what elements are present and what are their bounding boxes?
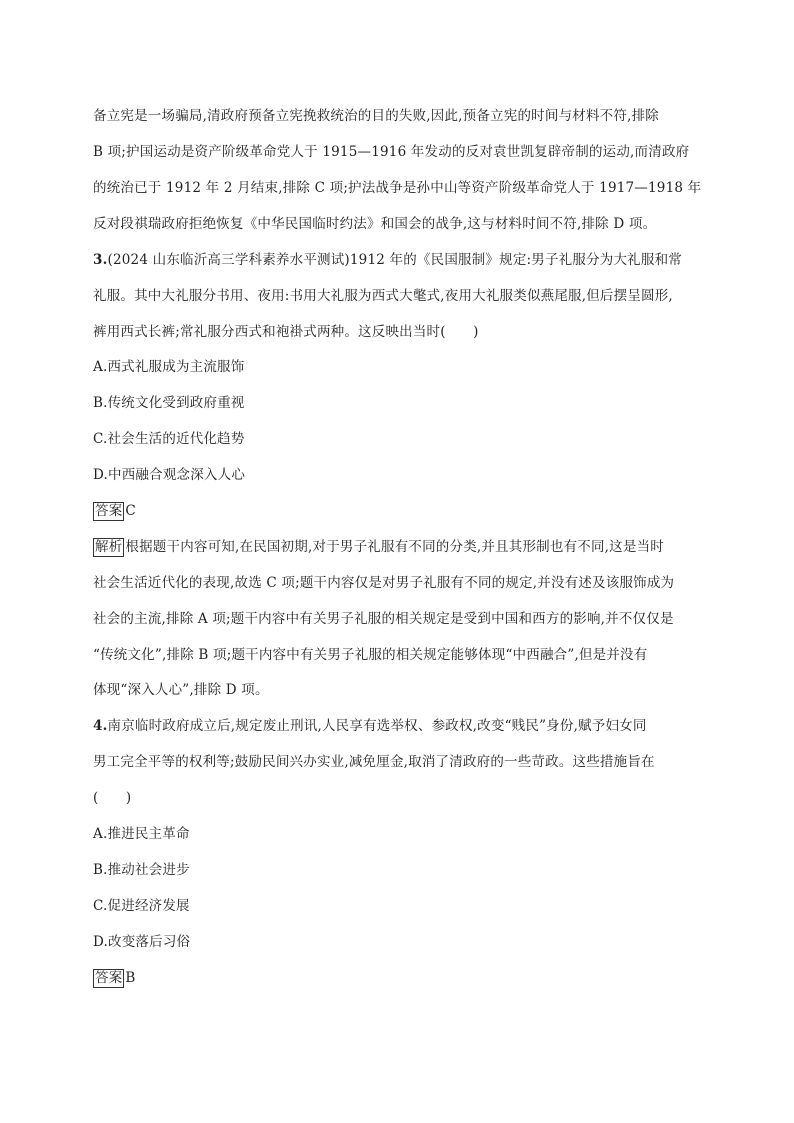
answer-label: 答案 <box>95 503 123 519</box>
analysis-carryover-line-1: 备立宪是一场骗局,清政府预备立宪挽救统治的目的失败,因此,预备立宪的时间与材料不符,排除 <box>93 108 659 124</box>
question-3-analysis-line-2: 社会生活近代化的表现,故选 C 项;题干内容仅是对男子礼服有不同的规定,并没有述及该服饰成为 <box>93 575 675 591</box>
question-3-stem-line-1 <box>93 250 682 270</box>
question-4-answer <box>93 968 136 988</box>
question-3-answer <box>93 501 136 521</box>
question-text: 南京临时政府成立后,规定废止刑讯,人民享有选举权、参政权,改变“贱民”身份,赋予妇女同 <box>107 718 647 734</box>
answer-value: B <box>125 970 136 986</box>
question-4-stem-line-3: ( ) <box>93 790 132 806</box>
question-4-stem-line-2: 男工完全平等的权利等;鼓励民间兴办实业,减免厘金,取消了清政府的一些苛政。这些措施旨在 <box>93 754 655 770</box>
question-4-option-a: A.推进民主革命 <box>93 826 190 842</box>
question-3-option-b: B.传统文化受到政府重视 <box>93 395 245 411</box>
question-3-option-d: D.中西融合观念深入人心 <box>93 467 246 483</box>
answer-value: C <box>125 503 136 519</box>
question-3-analysis-line-4: “传统文化”,排除 B 项;题干内容中有关男子礼服的相关规定能够体现“中西融合”,但是并没有 <box>93 647 648 663</box>
question-3-stem-line-2: 礼服。其中大礼服分书用、夜用:书用大礼服为西式大氅式,夜用大礼服类似燕尾服,但后摆呈圆形, <box>93 288 673 304</box>
question-3-option-a: A.西式礼服成为主流服饰 <box>93 359 245 375</box>
question-3-analysis-line-3: 社会的主流,排除 A 项;题干内容中有关男子礼服的相关规定是受到中国和西方的影响,并不仅仅是 <box>93 611 674 627</box>
analysis-label: 解析 <box>95 539 123 555</box>
question-3-analysis-line-5: 体现“深入人心”,排除 D 项。 <box>93 682 269 698</box>
question-number: 4. <box>93 718 108 734</box>
answer-label: 答案 <box>95 970 123 986</box>
question-3-option-c: C.社会生活的近代化趋势 <box>93 431 245 447</box>
question-number: 3. <box>93 252 108 268</box>
analysis-carryover-line-2: B 项;护国运动是资产阶级革命党人于 1915—1916 年发动的反对袁世凯复辟帝制的运动,而清政府 <box>93 144 690 160</box>
question-4-stem-line-1 <box>93 716 647 736</box>
analysis-text: 根据题干内容可知,在民国初期,对于男子礼服有不同的分类,并且其形制也有不同,这是当时 <box>125 539 664 555</box>
question-4-option-b: B.推动社会进步 <box>93 862 190 878</box>
analysis-carryover-line-3: 的统治已于 1912 年 2 月结束,排除 C 项;护法战争是孙中山等资产阶级革命党人于 1917—1918 年 <box>93 180 702 196</box>
question-text: (2024 山东临沂高三学科素养水平测试)1912 年的《民国服制》规定:男子礼服分为大礼服和常 <box>107 252 682 268</box>
analysis-carryover-line-4: 反对段祺瑞政府拒绝恢复《中华民国临时约法》和国会的战争,这与材料时间不符,排除 D 项。 <box>93 216 657 232</box>
question-4-option-c: C.促进经济发展 <box>93 898 190 914</box>
question-4-option-d: D.改变落后习俗 <box>93 934 191 950</box>
question-3-analysis-line-1 <box>93 537 664 557</box>
question-3-stem-line-3: 裤用西式长裤;常礼服分西式和袍褂式两种。这反映出当时( ) <box>93 324 479 340</box>
